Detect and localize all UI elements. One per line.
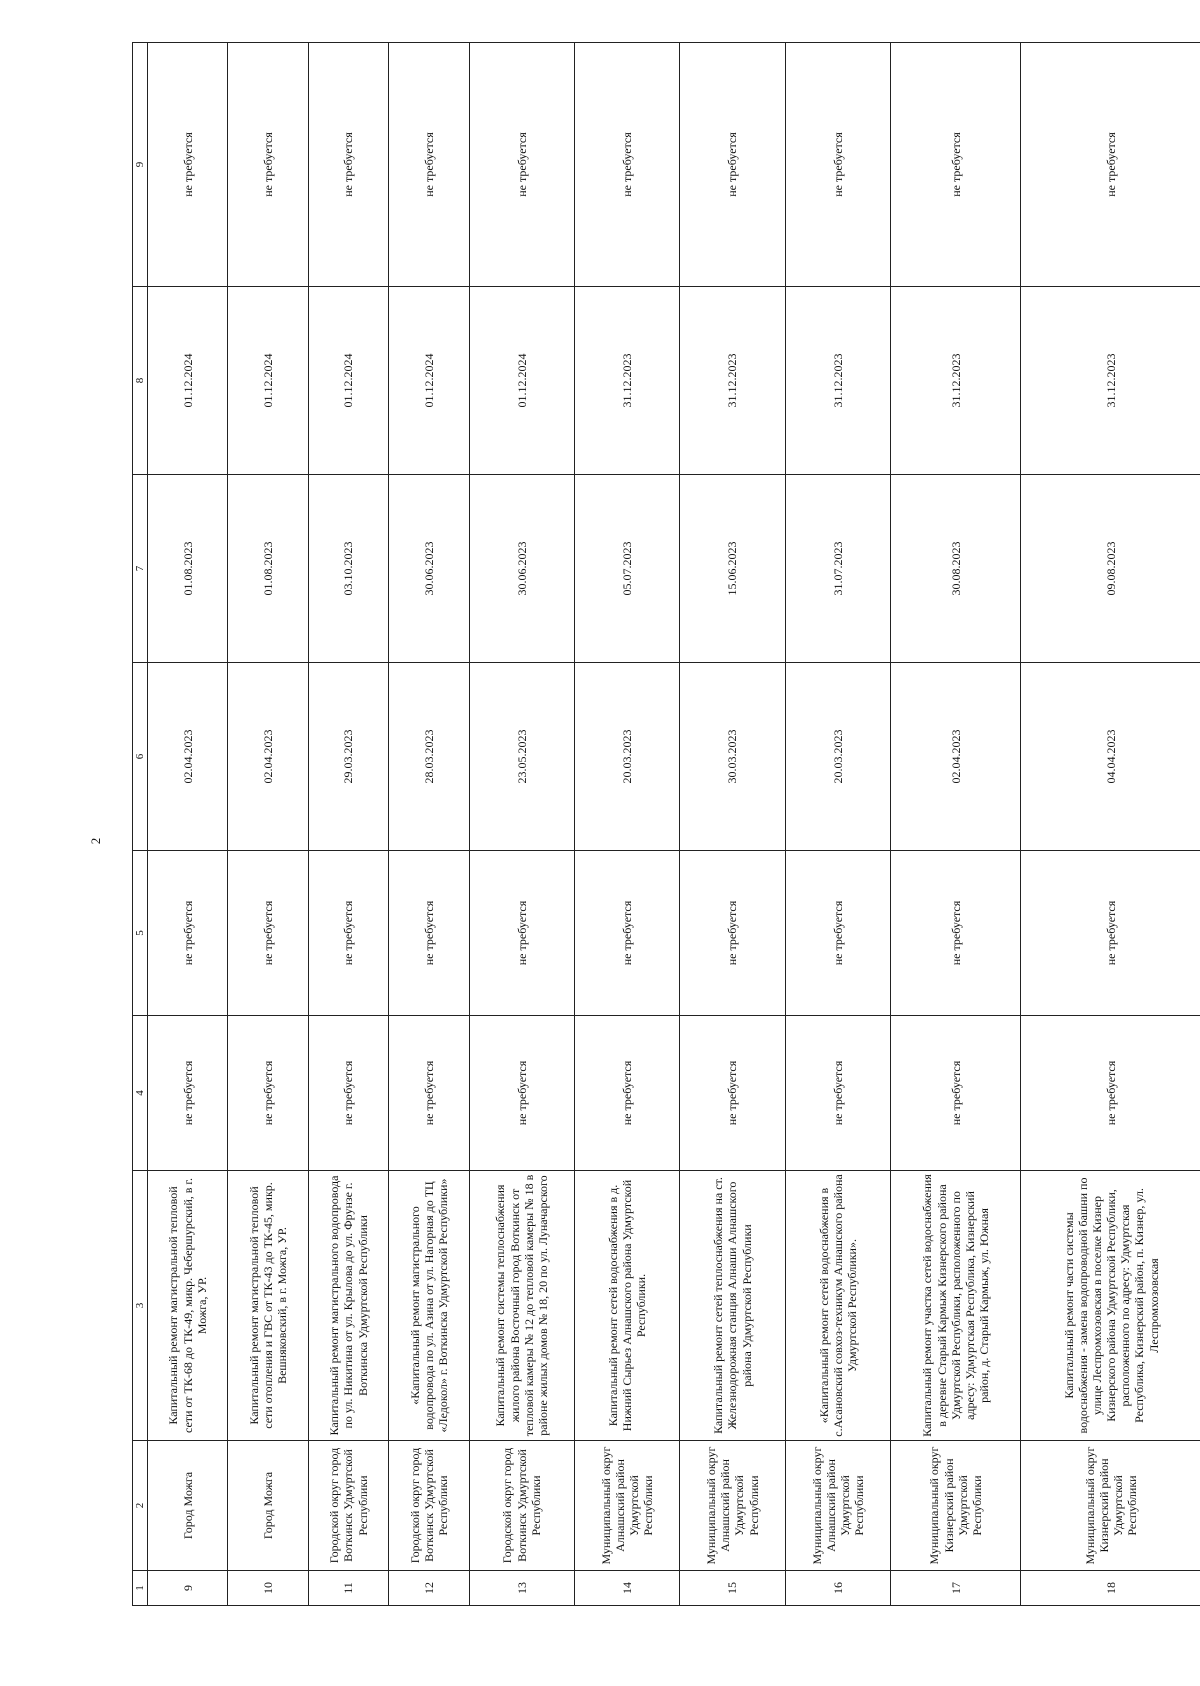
- end-date-cell: 03.10.2023: [308, 475, 388, 663]
- col4-cell: не требуется: [469, 1016, 574, 1171]
- description-cell: Капитальный ремонт магистрального водопровода по ул. Никитина от ул. Крылова до ул. Фрунзе г. Воткинска Удмуртской Республики: [308, 1171, 388, 1441]
- col4-cell: не требуется: [574, 1016, 679, 1171]
- end-date-cell: 30.08.2023: [891, 475, 1021, 663]
- col9-cell: не требуется: [574, 43, 679, 287]
- description-cell: Капитальный ремонт сетей теплоснабжения на ст. Железнодорожная станция Алнаши Алнашского района Удмуртской Республики: [680, 1171, 785, 1441]
- col5-cell: не требуется: [574, 851, 679, 1016]
- start-date-cell: 20.03.2023: [574, 663, 679, 851]
- column-header-8: 8: [133, 287, 148, 475]
- deadline-date-cell: 31.12.2023: [785, 287, 890, 475]
- col4-cell: не требуется: [1021, 1016, 1200, 1171]
- end-date-cell: 01.08.2023: [228, 475, 308, 663]
- column-header-4: 4: [133, 1016, 148, 1171]
- column-header-2: 2: [133, 1441, 148, 1571]
- table-row: [574, 43, 679, 1606]
- header-row: [133, 43, 148, 1606]
- end-date-cell: 15.06.2023: [680, 475, 785, 663]
- column-header-6: 6: [133, 663, 148, 851]
- col5-cell: не требуется: [308, 851, 388, 1016]
- start-date-cell: 28.03.2023: [389, 663, 469, 851]
- description-cell: Капитальный ремонт магистральной тепловой сети от ТК-68 до ТК-49, микр. Чебершурский, в г. Можга, УР.: [148, 1171, 228, 1441]
- col4-cell: не требуется: [308, 1016, 388, 1171]
- row-number: 17: [891, 1571, 1021, 1606]
- description-cell: Капитальный ремонт части системы водоснабжения - замена водопроводной башни по улице Леспромхозовская в поселке Кизнер Кизнерского района Удмуртской Республики, расположенного по адресу: Удмуртская Республика, Кизнерский район, п. Кизнер, ул. Леспромхозовская: [1021, 1171, 1200, 1441]
- col4-cell: не требуется: [389, 1016, 469, 1171]
- deadline-date-cell: 01.12.2024: [228, 287, 308, 475]
- row-number: 18: [1021, 1571, 1200, 1606]
- end-date-cell: 30.06.2023: [389, 475, 469, 663]
- description-cell: «Капитальный ремонт сетей водоснабжения в с.Асановский совхоз-техникум Алнашского района Удмуртской Республики».: [785, 1171, 890, 1441]
- col4-cell: не требуется: [785, 1016, 890, 1171]
- municipality-cell: Городской округ город Воткинск Удмуртской Республики: [469, 1441, 574, 1571]
- description-cell: Капитальный ремонт системы теплоснабжения жилого района Восточный город Воткинск от тепловой камеры № 12 до тепловой камеры № 18 в районе жилых домов № 18, 20 по ул. Луначарского: [469, 1171, 574, 1441]
- deadline-date-cell: 31.12.2023: [1021, 287, 1200, 475]
- works-table: [132, 42, 1200, 1606]
- row-number: 14: [574, 1571, 679, 1606]
- end-date-cell: 05.07.2023: [574, 475, 679, 663]
- page-number: 2: [88, 837, 103, 845]
- municipality-cell: Город Можга: [148, 1441, 228, 1571]
- row-number: 15: [680, 1571, 785, 1606]
- table-row: [891, 43, 1021, 1606]
- rotated-table-container: [132, 43, 1200, 1606]
- deadline-date-cell: 01.12.2024: [389, 287, 469, 475]
- col5-cell: не требуется: [891, 851, 1021, 1016]
- municipality-cell: Муниципальный округ Алнашский район Удмуртской Республики: [785, 1441, 890, 1571]
- col5-cell: не требуется: [680, 851, 785, 1016]
- table-row: [1021, 43, 1200, 1606]
- start-date-cell: 29.03.2023: [308, 663, 388, 851]
- row-number: 10: [228, 1571, 308, 1606]
- deadline-date-cell: 01.12.2024: [469, 287, 574, 475]
- table-row: [308, 43, 388, 1606]
- col5-cell: не требуется: [148, 851, 228, 1016]
- deadline-date-cell: 31.12.2023: [891, 287, 1021, 475]
- column-header-1: 1: [133, 1571, 148, 1606]
- municipality-cell: Город Можга: [228, 1441, 308, 1571]
- end-date-cell: 09.08.2023: [1021, 475, 1200, 663]
- col5-cell: не требуется: [1021, 851, 1200, 1016]
- col9-cell: не требуется: [148, 43, 228, 287]
- end-date-cell: 01.08.2023: [148, 475, 228, 663]
- col5-cell: не требуется: [389, 851, 469, 1016]
- start-date-cell: 02.04.2023: [148, 663, 228, 851]
- col9-cell: не требуется: [228, 43, 308, 287]
- municipality-cell: Муниципальный округ Кизнерский район Удмуртской Республики: [1021, 1441, 1200, 1571]
- municipality-cell: Городской округ город Воткинск Удмуртской Республики: [389, 1441, 469, 1571]
- row-number: 12: [389, 1571, 469, 1606]
- municipality-cell: Муниципальный округ Кизнерский район Удмуртской Республики: [891, 1441, 1021, 1571]
- table-row: [389, 43, 469, 1606]
- row-number: 16: [785, 1571, 890, 1606]
- description-cell: Капитальный ремонт сетей водоснабжения в д. Нижний Сырьез Алнашского района Удмуртской Республики.: [574, 1171, 679, 1441]
- deadline-date-cell: 01.12.2024: [148, 287, 228, 475]
- table-row: [148, 43, 228, 1606]
- start-date-cell: 02.04.2023: [891, 663, 1021, 851]
- col9-cell: не требуется: [469, 43, 574, 287]
- col4-cell: не требуется: [148, 1016, 228, 1171]
- col9-cell: не требуется: [389, 43, 469, 287]
- col4-cell: не требуется: [228, 1016, 308, 1171]
- start-date-cell: 30.03.2023: [680, 663, 785, 851]
- row-number: 11: [308, 1571, 388, 1606]
- deadline-date-cell: 31.12.2023: [574, 287, 679, 475]
- start-date-cell: 02.04.2023: [228, 663, 308, 851]
- col4-cell: не требуется: [891, 1016, 1021, 1171]
- column-header-3: 3: [133, 1171, 148, 1441]
- row-number: 13: [469, 1571, 574, 1606]
- table-row: [228, 43, 308, 1606]
- municipality-cell: Муниципальный округ Алнашский район Удмуртской Республики: [680, 1441, 785, 1571]
- deadline-date-cell: 01.12.2024: [308, 287, 388, 475]
- start-date-cell: 23.05.2023: [469, 663, 574, 851]
- column-header-9: 9: [133, 43, 148, 287]
- municipality-cell: Муниципальный округ Алнашский район Удмуртской Республики: [574, 1441, 679, 1571]
- description-cell: Капитальный ремонт участка сетей водоснабжения в деревне Старый Кармыж Кизнерского района Удмуртской Республики, расположенного по адресу: Удмуртская Республика, Кизнерский район, д. Старый Кармыж, ул. Южная: [891, 1171, 1021, 1441]
- table-row: [785, 43, 890, 1606]
- col9-cell: не требуется: [308, 43, 388, 287]
- col5-cell: не требуется: [469, 851, 574, 1016]
- description-cell: Капитальный ремонт магистральной тепловой сети отопления и ГВС от ТК-43 до ТК-45, микр. Вешняковский, в г. Можга, УР.: [228, 1171, 308, 1441]
- col9-cell: не требуется: [1021, 43, 1200, 287]
- col5-cell: не требуется: [228, 851, 308, 1016]
- description-cell: «Капитальный ремонт магистрального водопровода по ул. Азина от ул. Нагорная до ТЦ «Ледокол» г. Воткинска Удмуртской Республики»: [389, 1171, 469, 1441]
- end-date-cell: 30.06.2023: [469, 475, 574, 663]
- col9-cell: не требуется: [785, 43, 890, 287]
- table-body: [148, 43, 1200, 1606]
- start-date-cell: 04.04.2023: [1021, 663, 1200, 851]
- col5-cell: не требуется: [785, 851, 890, 1016]
- row-number: 9: [148, 1571, 228, 1606]
- column-header-7: 7: [133, 475, 148, 663]
- table-row: [680, 43, 785, 1606]
- col4-cell: не требуется: [680, 1016, 785, 1171]
- deadline-date-cell: 31.12.2023: [680, 287, 785, 475]
- col9-cell: не требуется: [891, 43, 1021, 287]
- table-row: [469, 43, 574, 1606]
- column-header-5: 5: [133, 851, 148, 1016]
- end-date-cell: 31.07.2023: [785, 475, 890, 663]
- start-date-cell: 20.03.2023: [785, 663, 890, 851]
- municipality-cell: Городской округ город Воткинск Удмуртской Республики: [308, 1441, 388, 1571]
- col9-cell: не требуется: [680, 43, 785, 287]
